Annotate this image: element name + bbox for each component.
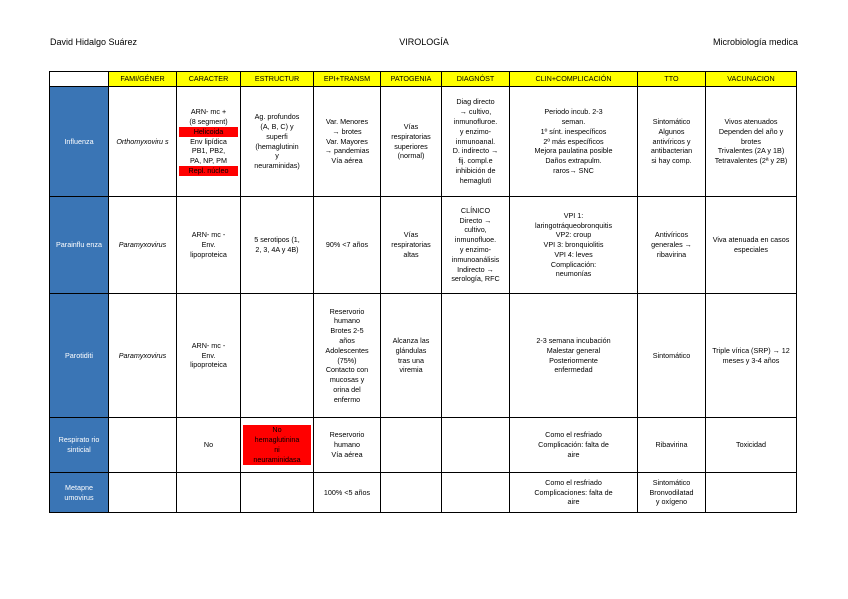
family-cell: Orthomyxoviru s [109, 87, 177, 197]
epi-transm-cell-line: enfermo [333, 394, 361, 404]
vacunacion-cell [706, 294, 797, 418]
patogenia-cell-line: Alcanza las [392, 335, 430, 345]
row-virus-name: Parotiditi [50, 294, 109, 418]
diagnostico-cell-line: inmunoanal. [455, 136, 496, 146]
vacunacion-cell-line: Viva atenuada en casos [712, 235, 790, 245]
epi-transm-cell-line: Vía aérea [331, 449, 363, 459]
tto-cell [638, 473, 706, 513]
epi-transm-cell [314, 87, 381, 197]
family-cell [109, 418, 177, 473]
patogenia-cell-line: viremia [399, 365, 423, 375]
diagnostico-cell-line: y enzimo- [459, 245, 492, 254]
epi-transm-cell-line: Adolescentes [325, 345, 369, 355]
tto-cell-line: Algunos [658, 126, 685, 136]
vacunacion-cell [706, 87, 797, 197]
family-cell: Paramyxovirus [109, 294, 177, 418]
diagnostico-cell [442, 197, 510, 294]
estructura-cell [241, 418, 314, 473]
vacunacion-cell-line: brotes [741, 136, 761, 146]
patogenia-cell [381, 294, 442, 418]
clinica-cell-line: aire [567, 497, 580, 507]
diagnostico-cell-line: CLÍNICO [460, 205, 491, 215]
tto-cell [638, 197, 706, 294]
family-cell [109, 473, 177, 513]
patogenia-cell [381, 418, 442, 473]
clinica-cell-line: enfermedad [554, 365, 593, 375]
tto-cell-line: antivíricos y [652, 136, 691, 146]
col-header: VACUNACION [706, 72, 797, 87]
clinica-cell-line: aire [567, 449, 580, 459]
estructura-cell-line: 2, 3, 4A y 4B) [255, 245, 299, 254]
clinica-cell-line: VPI 1: [563, 210, 584, 220]
vacunacion-cell [706, 418, 797, 473]
epi-transm-cell-line: mucosas y [329, 375, 365, 385]
table-row [50, 294, 797, 418]
estructura-cell [241, 473, 314, 513]
caracter-cell-line: ARN- mc - [191, 230, 226, 240]
tto-cell-line: ribavirina [656, 249, 687, 259]
diagnostico-cell-line: → cultivo, [459, 107, 492, 117]
epi-transm-cell-line: Reservorio [329, 430, 365, 440]
clinica-cell-line: 2º más específicos [543, 136, 604, 146]
epi-transm-cell-line: orina del [333, 384, 361, 394]
epi-transm-cell [314, 197, 381, 294]
table-row [50, 418, 797, 473]
caracter-cell-line: ARN- mc - [191, 340, 226, 350]
tto-cell-line: y oxígeno [655, 497, 688, 507]
clinica-cell-line: 2-3 semana incubación [536, 335, 611, 345]
clinica-cell-line: Malestar general [546, 345, 601, 355]
caracter-cell-line: No [203, 440, 214, 450]
patogenia-cell-line: altas [403, 249, 419, 259]
col-header: CARACTER [177, 72, 241, 87]
caracter-cell [177, 473, 241, 513]
vacunacion-cell-line: Trivalentes (2A y 1B) [717, 146, 785, 156]
col-header: PATOGENIA [381, 72, 442, 87]
tto-cell-line: Bronvodilatad [649, 487, 694, 497]
diagnostico-cell-line: cultivo, [464, 225, 487, 235]
tto-cell [638, 418, 706, 473]
epi-transm-cell [314, 418, 381, 473]
family-cell: Paramyxovirus [109, 197, 177, 294]
epi-transm-cell-line: (75%) [337, 355, 357, 365]
caracter-cell-line: (8 segment) [189, 117, 228, 127]
clinica-cell-line: Complicación: falta de [538, 440, 609, 450]
vacunacion-cell-line: Toxicidad [736, 440, 766, 450]
estructura-cell-line: Ag. profundos [254, 112, 300, 122]
highlighted-text: Repl. núcleo [179, 166, 238, 176]
diagnostico-cell-line: inmunoanálisis [451, 254, 500, 264]
col-header: TTO [638, 72, 706, 87]
diagnostico-cell-line: inhibición de [455, 165, 496, 175]
clinica-cell [510, 294, 638, 418]
patogenia-cell-line: (normal) [397, 151, 425, 161]
col-header: FAMI/GÉNER [109, 72, 177, 87]
highlighted-text: ni [243, 445, 311, 455]
vacunacion-cell-line: Dependen del año y [718, 126, 784, 136]
tto-cell-line: generales → [651, 240, 692, 250]
highlighted-text: No [243, 425, 311, 435]
epi-transm-cell-line: Var. Menores [325, 117, 369, 127]
diagnostico-cell-line: serología, RFC [451, 274, 500, 284]
page-title: VIROLOGÍA [399, 37, 449, 47]
vacunacion-cell-line: Vivos atenuados [724, 117, 778, 127]
epi-transm-cell-line: Reservorio [329, 306, 365, 316]
tto-cell-line: si hay comp. [651, 156, 692, 166]
col-header: CLIN+COMPLICACIÓN [510, 72, 638, 87]
row-virus-name: Parainflu enza [50, 197, 109, 294]
col-header: EPI+TRANSM [314, 72, 381, 87]
diagnostico-cell-line: hemaglutì [459, 175, 492, 185]
clinica-cell-line: VPI 3: bronquiolitis [543, 240, 604, 250]
clinica-cell-line: Complicaciones: falta de [534, 487, 613, 497]
diagnostico-cell-line: fij. compl.e [458, 156, 493, 166]
epi-transm-cell-line: Vía aérea [331, 156, 363, 166]
clinica-cell-line: VPI 4: leves [554, 249, 593, 259]
clinica-cell-line: Daños extrapulm. [545, 156, 602, 166]
epi-transm-cell-line: → brotes [332, 126, 362, 136]
clinica-cell [510, 418, 638, 473]
caracter-cell [177, 197, 241, 294]
clinica-cell-line: raros→ SNC [553, 165, 594, 175]
table-row [50, 197, 797, 294]
diagnostico-cell-line: Directo → [459, 215, 492, 225]
estructura-cell [241, 294, 314, 418]
clinica-cell-line: seman. [561, 117, 586, 127]
estructura-cell [241, 87, 314, 197]
vacunacion-cell-line: Triple vírica (SRP) → 12 [712, 345, 790, 355]
vacunacion-cell-line: meses y 3-4 años [722, 355, 780, 365]
row-virus-name: Respirato rio sinticial [50, 418, 109, 473]
epi-transm-cell-line: Brotes 2-5 [330, 326, 364, 336]
diagnostico-cell [442, 87, 510, 197]
caracter-cell-line: Env. [201, 240, 216, 250]
caracter-cell-line: ARN- mc + [190, 107, 227, 117]
tto-cell-line: Ribavirina [655, 440, 688, 450]
tto-cell [638, 294, 706, 418]
author-name: David Hidalgo Suárez [50, 37, 138, 47]
highlighted-text: hemaglutinina [243, 435, 311, 445]
patogenia-cell-line: respiratorias [391, 131, 431, 141]
clinica-cell-line: Periodo incub. 2-3 [544, 107, 603, 117]
caracter-cell [177, 418, 241, 473]
patogenia-cell-line: Vías [403, 230, 419, 240]
vacunacion-cell [706, 473, 797, 513]
clinica-cell-line: Complicación: [550, 259, 597, 269]
patogenia-cell-line: glándulas [395, 345, 427, 355]
estructura-cell-line: (hemaglutinin [255, 141, 299, 151]
estructura-cell-line: (A, B, C) y [260, 121, 294, 131]
diagnostico-cell-line: inmunofluroe. [453, 117, 498, 127]
clinica-cell-line: Como el resfriado [545, 477, 602, 487]
clinica-cell-line: VP2: croup [555, 230, 592, 240]
epi-transm-cell-line: 90% <7 años [325, 240, 369, 250]
epi-transm-cell-line: → pandemias [324, 146, 370, 156]
caracter-cell-line: PB1, PB2, [191, 146, 226, 156]
diagnostico-cell [442, 418, 510, 473]
clinica-cell-line: Posteriormente [549, 355, 598, 365]
epi-transm-cell [314, 473, 381, 513]
epi-transm-cell-line: años [339, 335, 355, 345]
clinica-cell [510, 197, 638, 294]
vacunacion-cell-line: especiales [734, 245, 768, 254]
clinica-cell-line: neumonías [555, 269, 592, 279]
clinica-cell-line: 1º sínt. inespecíficos [540, 126, 607, 136]
tto-cell-line: antibacterian [650, 146, 693, 156]
clinica-cell-line: laringotráqueobronquitis [534, 220, 613, 230]
tto-cell-line: Sintomático [652, 350, 691, 360]
epi-transm-cell [314, 294, 381, 418]
diagnostico-cell [442, 473, 510, 513]
col-header: DIAGNÓST [442, 72, 510, 87]
clinica-cell-line: Mejora paulatina posible [534, 146, 613, 156]
patogenia-cell [381, 87, 442, 197]
corner-cell [50, 72, 109, 87]
row-virus-name: Influenza [50, 87, 109, 197]
tto-cell-line: Sintomático [652, 477, 691, 487]
highlighted-text: Helicoida [179, 127, 238, 137]
col-header: ESTRUCTUR [241, 72, 314, 87]
patogenia-cell-line: superiores [394, 141, 428, 151]
caracter-cell [177, 294, 241, 418]
caracter-cell-line: Env. [201, 350, 216, 360]
clinica-cell-line: Como el resfriado [545, 430, 602, 440]
patogenia-cell [381, 197, 442, 294]
caracter-cell-line: PA, NP, PM [190, 156, 227, 166]
diagnostico-cell-line: Indirecto → [457, 264, 494, 274]
subject-name: Microbiología medica [712, 37, 798, 47]
clinica-cell [510, 473, 638, 513]
epi-transm-cell-line: Contacto con [325, 365, 369, 375]
vacunacion-cell [706, 197, 797, 294]
virology-table [49, 71, 797, 513]
estructura-cell-line: neuraminidas) [254, 161, 300, 171]
patogenia-cell [381, 473, 442, 513]
epi-transm-cell-line: 100% <5 años [323, 487, 371, 497]
diagnostico-cell-line: Diag directo [456, 97, 495, 107]
patogenia-cell-line: tras una [398, 355, 424, 365]
diagnostico-cell-line: y enzimo- [459, 126, 492, 136]
highlighted-text: neuraminidasa [243, 455, 311, 465]
tto-cell-line: Antivíricos [654, 230, 689, 240]
estructura-cell-line: superfi [266, 131, 288, 141]
table-row [50, 87, 797, 197]
epi-transm-cell-line: humano [334, 316, 360, 326]
patogenia-cell-line: respiratorias [391, 240, 431, 250]
caracter-cell-line: Env lipídica [190, 136, 227, 146]
epi-transm-cell-line: Var. Mayores [326, 136, 368, 146]
diagnostico-cell-line: inmunofluoe. [454, 235, 497, 245]
caracter-cell-line: lipoproteica [190, 360, 227, 370]
tto-cell-line: Sintomático [652, 117, 691, 127]
diagnostico-cell-line: D. indirecto → [452, 146, 499, 156]
table-row [50, 473, 797, 513]
caracter-cell-line: lipoproteica [190, 249, 227, 259]
row-virus-name: Metapne umovirus [50, 473, 109, 513]
caracter-cell [177, 87, 241, 197]
vacunacion-cell-line: Tetravalentes (2ª y 2B) [714, 156, 788, 166]
estructura-cell [241, 197, 314, 294]
diagnostico-cell [442, 294, 510, 418]
epi-transm-cell-line: humano [334, 440, 360, 450]
tto-cell [638, 87, 706, 197]
header-row [50, 72, 797, 87]
estructura-cell-line: 5 serotipos (1, [254, 235, 300, 245]
estructura-cell-line: y [275, 151, 279, 161]
patogenia-cell-line: Vías [403, 121, 419, 131]
clinica-cell [510, 87, 638, 197]
